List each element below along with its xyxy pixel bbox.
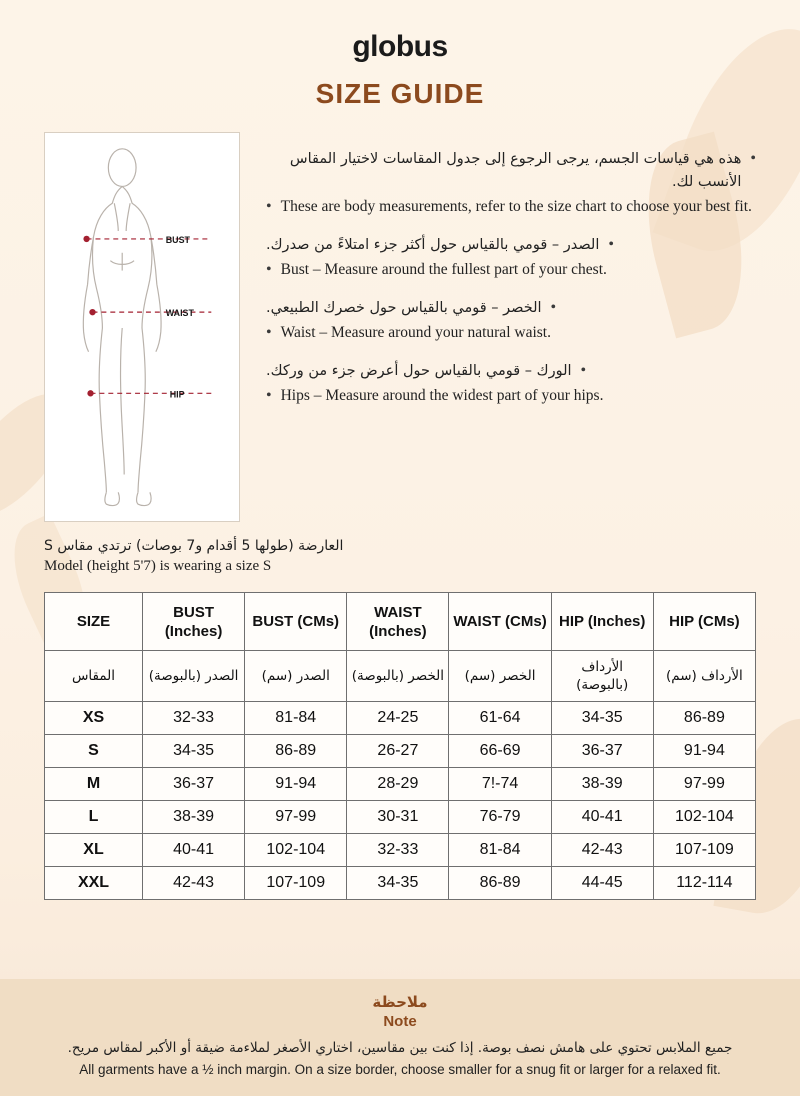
cell-bust-cms: 107-109: [245, 867, 347, 900]
bullet-text-ar: الخصر – قومي بالقياس حول خصرك الطبيعي.: [266, 300, 542, 316]
brand-logo: globus: [352, 30, 448, 63]
cell-hip-inches: 34-35: [551, 702, 653, 735]
cell-bust-inches: 34-35: [143, 735, 245, 768]
cell-bust-inches: 38-39: [143, 801, 245, 834]
footer-note: [0, 979, 800, 1096]
cell-size: XS: [45, 702, 143, 735]
bullet-text-en: Bust – Measure around the fullest part of your chest.: [280, 261, 607, 278]
footer-title-en: Note: [383, 1013, 417, 1030]
bullet-dot-icon: •: [580, 362, 587, 379]
cell-bust-inches: 32-33: [143, 702, 245, 735]
cell-waist-inches: 32-33: [347, 834, 449, 867]
bullet-dot-icon: •: [608, 236, 614, 253]
cell-bust-inches: 40-41: [143, 834, 245, 867]
bullet-line-en: [266, 259, 756, 281]
column-header-waist-inches: WAIST (Inches): [347, 593, 449, 651]
bullet-text-ar: هذه هي قياسات الجسم، يرجى الرجوع إلى جدول المقاسات لاختيار المقاس الأنسب لك.: [289, 151, 742, 190]
instruction-group: [266, 297, 756, 344]
bullet-dot-icon: •: [266, 387, 272, 404]
cell-waist-cms: 66-69: [449, 735, 551, 768]
cell-bust-inches: 36-37: [143, 768, 245, 801]
cell-size: XXL: [45, 867, 143, 900]
table-row: [45, 801, 756, 834]
column-header-hip-inches: HIP (Inches): [551, 593, 653, 651]
table-row: [45, 735, 756, 768]
bullet-line-ar: [266, 148, 756, 194]
bullet-text-ar: الصدر – قومي بالقياس حول أكثر جزء امتلاءً من صدرك.: [266, 237, 600, 253]
cell-bust-cms: 102-104: [245, 834, 347, 867]
cell-size: L: [45, 801, 143, 834]
column-header-bust-cms-ar: الصدر (سم): [245, 651, 347, 702]
cell-hip-cms: 107-109: [653, 834, 755, 867]
column-header-bust-inches-ar: الصدر (بالبوصة): [143, 651, 245, 702]
table-row: [45, 834, 756, 867]
page-title: SIZE GUIDE: [315, 78, 485, 109]
cell-bust-cms: 81-84: [245, 702, 347, 735]
column-header-waist-cms: WAIST (CMs): [449, 593, 551, 651]
table-row: [45, 768, 756, 801]
cell-bust-cms: 97-99: [245, 801, 347, 834]
svg-text:HIP: HIP: [169, 389, 185, 400]
bullet-dot-icon: •: [550, 299, 557, 316]
bullet-dot-icon: •: [266, 324, 272, 341]
cell-waist-cms: 76-79: [449, 801, 551, 834]
cell-hip-inches: 40-41: [551, 801, 653, 834]
model-note-ar: العارضة (طولها 5 أقدام و7 بوصات) ترتدي مقاس S: [44, 538, 344, 554]
cell-hip-inches: 44-45: [551, 867, 653, 900]
cell-hip-cms: 91-94: [653, 735, 755, 768]
bullet-dot-icon: •: [266, 198, 272, 215]
model-note-en: Model (height 5'7) is wearing a size S: [44, 558, 272, 574]
instruction-group: [266, 148, 756, 218]
cell-size: XL: [45, 834, 143, 867]
column-header-bust-inches: BUST (Inches): [143, 593, 245, 651]
bullet-text-ar: الورك – قومي بالقياس حول أعرض جزء من وركك.: [266, 363, 572, 379]
instruction-group: [266, 360, 756, 407]
cell-hip-inches: 36-37: [551, 735, 653, 768]
cell-size: S: [45, 735, 143, 768]
cell-waist-cms: 7!-74: [449, 768, 551, 801]
footer-title-ar: ملاحظة: [372, 993, 428, 1011]
bullet-line-ar: [266, 297, 756, 320]
cell-bust-cms: 91-94: [245, 768, 347, 801]
column-header-bust-cms: BUST (CMs): [245, 593, 347, 651]
table-row: [45, 867, 756, 900]
bullet-line-en: [266, 322, 756, 344]
cell-size: M: [45, 768, 143, 801]
model-figure-illustration: [44, 132, 240, 522]
cell-waist-inches: 28-29: [347, 768, 449, 801]
bullet-text-en: Waist – Measure around your natural waist.: [280, 324, 551, 341]
bullet-line-ar: [266, 234, 756, 257]
column-header-hip-cms-ar: الأرداف (سم): [653, 651, 755, 702]
svg-text:BUST: BUST: [165, 234, 190, 245]
bullet-line-en: [266, 385, 756, 407]
top-section: [0, 132, 800, 522]
table-header-row-en: [45, 593, 756, 651]
cell-hip-cms: 86-89: [653, 702, 755, 735]
cell-waist-cms: 81-84: [449, 834, 551, 867]
measurement-instructions: [266, 132, 756, 522]
bullet-line-ar: [266, 360, 756, 383]
instruction-group: [266, 234, 756, 281]
footer-text-en: All garments have a ½ inch margin. On a size border, choose smaller for a snug fit or larger for a relaxed fit.: [79, 1062, 721, 1077]
cell-hip-cms: 97-99: [653, 768, 755, 801]
bullet-dot-icon: •: [266, 261, 272, 278]
cell-waist-inches: 26-27: [347, 735, 449, 768]
cell-bust-cms: 86-89: [245, 735, 347, 768]
cell-bust-inches: 42-43: [143, 867, 245, 900]
column-header-waist-cms-ar: الخصر (سم): [449, 651, 551, 702]
bullet-dot-icon: •: [750, 150, 756, 167]
column-header-size: SIZE: [45, 593, 143, 651]
column-header-waist-inches-ar: الخصر (بالبوصة): [347, 651, 449, 702]
table-row: [45, 702, 756, 735]
cell-hip-cms: 112-114: [653, 867, 755, 900]
bullet-text-en: These are body measurements, refer to the size chart to choose your best fit.: [280, 198, 752, 215]
model-note: [0, 536, 800, 576]
footer-text-ar: جميع الملابس تحتوي على هامش نصف بوصة. إذا كنت بين مقاسين، اختاري الأصغر لملاءمة ضيقة أو الأكبر لمقاس مريح.: [67, 1040, 733, 1056]
cell-waist-inches: 30-31: [347, 801, 449, 834]
svg-text:WAIST: WAIST: [165, 308, 194, 319]
size-chart-table: [44, 592, 756, 900]
cell-waist-cms: 61-64: [449, 702, 551, 735]
cell-waist-cms: 86-89: [449, 867, 551, 900]
column-header-size-ar: المقاس: [45, 651, 143, 702]
cell-waist-inches: 34-35: [347, 867, 449, 900]
column-header-hip-cms: HIP (CMs): [653, 593, 755, 651]
bullet-line-en: [266, 196, 756, 218]
bullet-text-en: Hips – Measure around the widest part of your hips.: [280, 387, 604, 404]
cell-hip-inches: 38-39: [551, 768, 653, 801]
cell-hip-inches: 42-43: [551, 834, 653, 867]
table-header-row-ar: [45, 651, 756, 702]
cell-hip-cms: 102-104: [653, 801, 755, 834]
column-header-hip-inches-ar: الأرداف (بالبوصة): [551, 651, 653, 702]
cell-waist-inches: 24-25: [347, 702, 449, 735]
